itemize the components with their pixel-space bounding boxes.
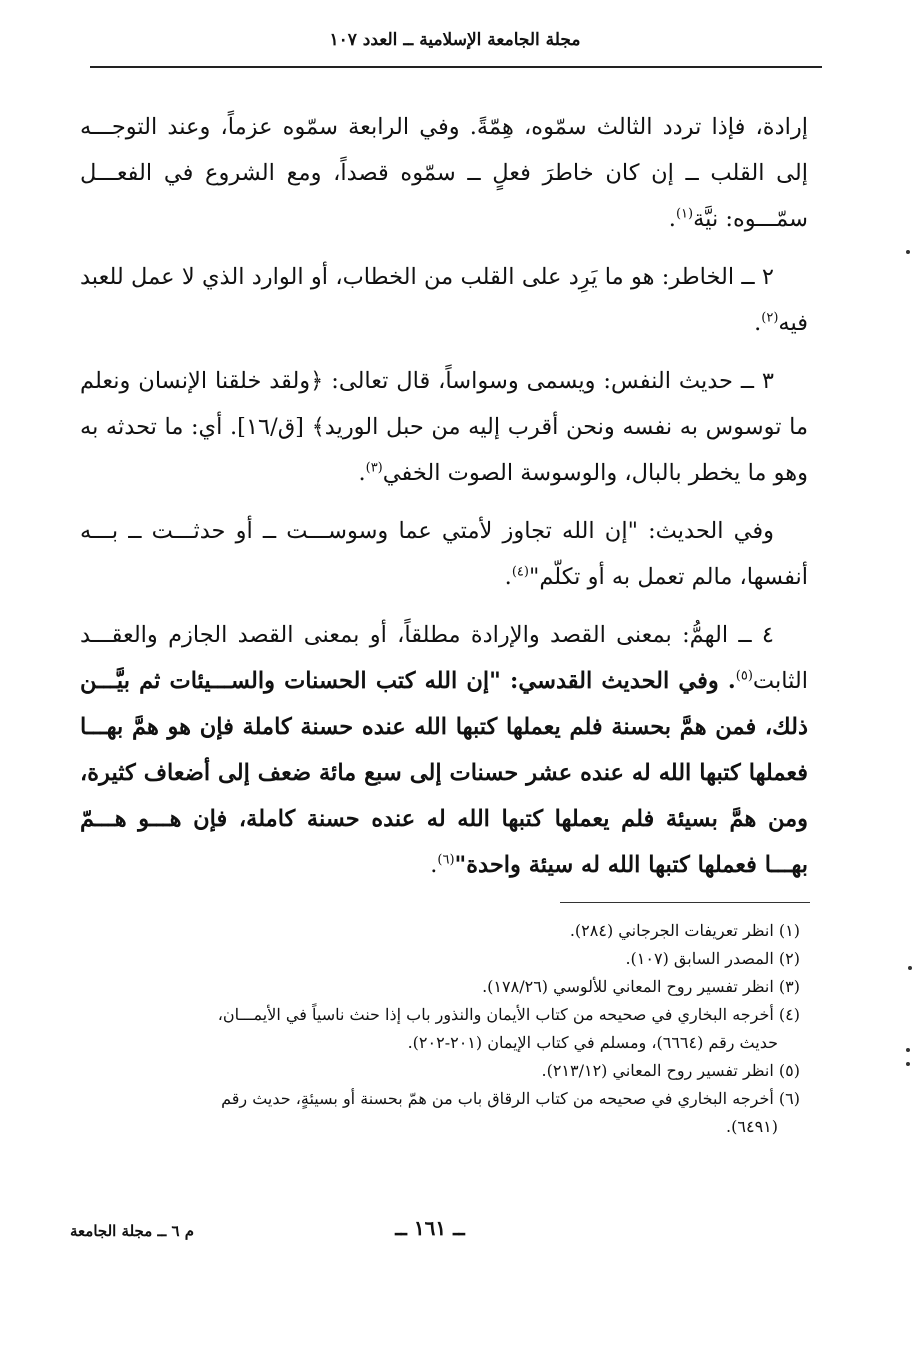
paragraph-1-end: . [668, 206, 676, 232]
paragraph-1-text: إرادة، فإذا تردد الثالث سمّوه، هِمّةً. وفي الرابعة سمّوه عزماً، وعند التوجـــه إلى القلب ــ إن كان خاطرَ فعلٍ ــ سمّوه قصداً، ومع الشروع في الفعـــل سمّـــوه: نيَّة [80, 114, 808, 232]
paragraph-2-end: . [754, 310, 762, 336]
main-text [80, 104, 808, 900]
paragraph-2 [80, 254, 808, 346]
margin-speck [908, 966, 912, 970]
paragraph-5-text-a: ٤ ــ الهمُّ: بمعنى القصد والإرادة مطلقاً، أو بمعنى القصد الجازم والعقـــد الثابت [80, 622, 808, 694]
footnote-ref-2[interactable]: (٢) [761, 310, 779, 326]
paragraph-4-text: وفي الحديث: "إن الله تجاوز لأمتي عما وسوســـت ــ أو حدثـــت ــ بـــه أنفسها، مالم تعمل به أو تكلّم" [80, 518, 808, 590]
paragraph-5 [80, 612, 808, 888]
paragraph-3 [80, 358, 808, 496]
header-divider [90, 66, 822, 68]
margin-speck [906, 1048, 910, 1052]
paragraph-4-end: . [504, 564, 512, 590]
footnote-ref-4[interactable]: (٤) [511, 564, 529, 580]
footnote-ref-5[interactable]: (٥) [735, 668, 753, 684]
footnote-ref-6[interactable]: (٦) [437, 852, 455, 868]
margin-speck [906, 1062, 910, 1066]
signature-mark: م ٦ ــ مجلة الجامعة [70, 1222, 195, 1240]
margin-speck [906, 250, 910, 254]
footnote-6-continued: (٦٤٩١). [726, 1117, 778, 1136]
paragraph-5-end: . [430, 852, 438, 878]
page-number: ــ ١٦١ ــ [395, 1216, 465, 1240]
paragraph-3-end: . [358, 460, 366, 486]
footnote-ref-3[interactable]: (٣) [365, 460, 383, 476]
footnote-ref-1[interactable]: (١) [675, 206, 694, 222]
footnote-2: (٢) المصدر السابق (١٠٧). [625, 949, 800, 968]
footnote-3: (٣) انظر تفسير روح المعاني للألوسي (١٧٨/٢٦). [482, 977, 800, 996]
footnote-divider [560, 902, 810, 903]
footnote-4: (٤) أخرجه البخاري في صحيحه من كتاب الأيمان والنذور باب إذا حنث ناسياً في الأيمـــان، [217, 1005, 800, 1024]
paragraph-4 [80, 508, 808, 600]
footnote-5: (٥) انظر تفسير روح المعاني (٢١٣/١٢). [541, 1061, 800, 1080]
running-header: مجلة الجامعة الإسلامية ــ العدد ١٠٧ [329, 30, 581, 50]
paragraph-3-text: ٣ ــ حديث النفس: ويسمى وسواساً، قال تعالى: ﴿ولقد خلقنا الإنسان ونعلم ما توسوس به نفسه ونحن أقرب إليه من حبل الوريد﴾ [ق/١٦]. أي: ما تحدثه به وهو ما يخطر بالبال، والوسوسة الصوت الخفي [80, 368, 808, 486]
paragraph-2-text: ٢ ــ الخاطر: هو ما يَرِد على القلب من الخطاب، أو الوارد الذي لا عمل للعبد فيه [80, 264, 808, 336]
paragraph-5-text-b: . وفي الحديث القدسي: "إن الله كتب الحسنات والســـيئات ثم بيَّـــن ذلك، فمن همَّ بحسنة فلم يعملها كتبها الله عنده حسنة كاملة فإن هو همَّ بهـــا فعملها كتبها الله له عنده عشر حسنات إلى سبع مائة ضعف إلى أضعاف كثيرة، ومن همَّ بسيئة فلم يعملها كتبها الله له عنده حسنة كاملة، فإن هـــو هـــمّ بهـــا فعملها كتبها الله له سيئة واحدة" [80, 668, 808, 878]
footnote-1: (١) انظر تعريفات الجرجاني (٢٨٤). [569, 921, 800, 940]
paragraph-1 [80, 104, 808, 242]
footnotes [74, 917, 804, 1141]
footnote-4-continued: حديث رقم (٦٦٦٤)، ومسلم في كتاب الإيمان (٢٠١-٢٠٢). [407, 1033, 778, 1052]
footnote-6: (٦) أخرجه البخاري في صحيحه من كتاب الرقاق باب من همّ بحسنة أو بسيئةٍ، حديث رقم [221, 1089, 800, 1108]
